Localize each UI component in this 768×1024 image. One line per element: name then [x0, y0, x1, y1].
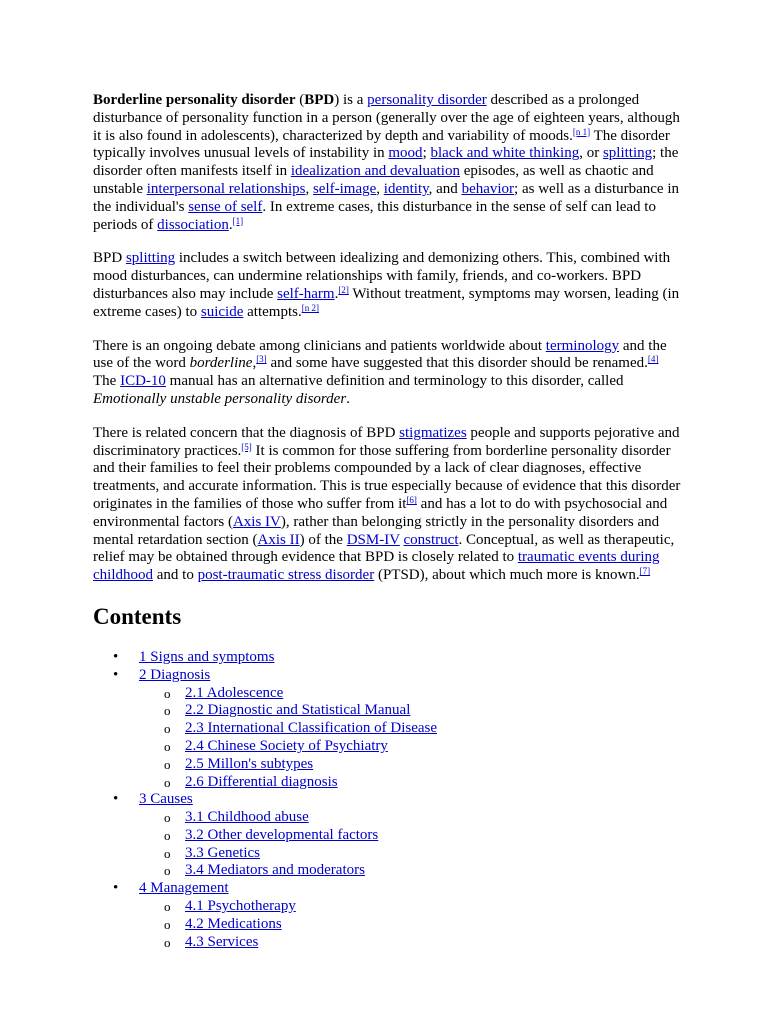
toc-link-services[interactable]: 4.3 Services	[185, 933, 259, 950]
terminology-paragraph: There is an ongoing debate among clinicians and patients worldwide about terminology and the use of the word borderline,[3] and some have suggested that this disorder should be renamed.[4] The ICD-10 manual has an alternative definition and terminology to this disorder, called Emotionally unstable personality disorder.	[93, 337, 667, 407]
toc-subitem	[139, 702, 681, 720]
link-construct[interactable]: construct	[403, 531, 459, 548]
toc-link-millon[interactable]: 2.5 Millon's subtypes	[185, 755, 314, 772]
term-bold: Borderline personality disorder	[93, 92, 296, 108]
ref-7[interactable]: [7]	[639, 566, 651, 577]
ref-6[interactable]: [6]	[406, 494, 417, 505]
toc-link-childhood-abuse[interactable]: 3.1 Childhood abuse	[185, 809, 309, 826]
link-personality-disorder[interactable]: personality disorder	[367, 92, 487, 108]
ref-4[interactable]: [4]	[647, 354, 659, 365]
link-icd-10[interactable]: ICD-10	[120, 373, 166, 390]
toc-subitem	[139, 720, 681, 738]
toc-link-management[interactable]: 4 Management	[139, 880, 229, 897]
toc-link-psychotherapy[interactable]: 4.1 Psychotherapy	[185, 898, 296, 915]
toc-link-medications[interactable]: 4.2 Medications	[185, 915, 282, 932]
toc-subitem	[139, 845, 681, 863]
borderline-italic: borderline	[189, 355, 253, 372]
toc-link-causes[interactable]: 3 Causes	[139, 791, 193, 808]
toc-sublist	[139, 898, 681, 951]
toc-item	[93, 649, 681, 667]
ref-3[interactable]: [3]	[256, 354, 267, 365]
contents-heading: Contents	[93, 603, 182, 629]
link-idealization-devaluation[interactable]: idealization and devaluation	[290, 163, 460, 180]
link-splitting-2[interactable]: splitting	[125, 250, 176, 267]
toc-sublist	[139, 685, 681, 792]
toc-subitem	[139, 827, 681, 845]
intro-paragraph: Borderline personality disorder (BPD) is a personality disorder described as a prolonged disturbance of personality function in a person (generally over the age of eighteen years, although it is also found in adolescents), characterized by depth and variability of moods.[n 1] The disorder typically involves unusual levels of instability in mood; black and white thinking, or splitting; the disorder often manifests itself in idealization and devaluation episodes, as well as chaotic and unstable interpersonal relationships, self-image, identity, and behavior; as well as a disturbance in the individual's sense of self. In extreme cases, this disturbance in the sense of self can lead to periods of dissociation.[1]	[93, 92, 680, 233]
article-body	[93, 92, 681, 951]
ref-n2[interactable]: [n 2]	[301, 302, 319, 313]
toc-link-genetics[interactable]: 3.3 Genetics	[185, 844, 260, 861]
toc-subitem	[139, 898, 681, 916]
link-traumatic-events[interactable]: traumatic events during childhood	[93, 549, 660, 584]
link-sense-of-self[interactable]: sense of self	[188, 198, 263, 215]
link-behavior[interactable]: behavior	[461, 180, 515, 197]
splitting-paragraph: BPD splitting includes a switch between idealizing and demonizing others. This, combined with mood disturbances, can undermine relationships with family, friends, and co-workers. BPD disturbances also may include self-harm.[2] Without treatment, symptoms may worsen, leading (in extreme cases) to suicide attempts.[n 2]	[93, 250, 680, 320]
link-axis-iv[interactable]: Axis IV	[232, 513, 281, 530]
toc-sublist	[139, 809, 681, 880]
toc-link-differential[interactable]: 2.6 Differential diagnosis	[185, 773, 338, 790]
toc-subitem	[139, 862, 681, 880]
link-mood[interactable]: mood	[388, 145, 423, 162]
link-dsm-iv[interactable]: DSM-IV	[346, 531, 400, 548]
ref-1[interactable]: [1]	[232, 215, 244, 226]
link-self-image[interactable]: self-image	[312, 180, 377, 197]
ref-n1[interactable]: [n 1]	[572, 126, 591, 137]
link-dissociation[interactable]: dissociation	[157, 216, 229, 233]
link-self-harm[interactable]: self-harm	[277, 285, 335, 302]
link-axis-ii[interactable]: Axis II	[257, 531, 300, 548]
abbr-bold: BPD	[304, 92, 335, 108]
toc-link-csp[interactable]: 2.4 Chinese Society of Psychiatry	[185, 737, 388, 754]
toc-subitem	[139, 738, 681, 756]
toc-link-icd[interactable]: 2.3 International Classification of Disease	[185, 720, 438, 737]
link-ptsd[interactable]: post-traumatic stress disorder	[197, 567, 375, 584]
stigma-paragraph: There is related concern that the diagnosis of BPD stigmatizes people and supports pejorative and discriminatory practices.[5] It is common for those suffering from borderline personality disorder and their families to feel their problems compounded by a lack of clear diagnoses, effective treatments, and accurate information. This is true especially because of evidence that this disorder originates in the families of those who suffer from it[6] and has a lot to do with psychosocial and environmental factors (Axis IV), rather than belonging strictly in the personality disorders and mental retardation section (Axis II) of the DSM-IV construct. Conceptual, as well as therapeutic, relief may be obtained through evidence that BPD is closely related to traumatic events during childhood and to post-traumatic stress disorder (PTSD), about which much more is known.[7]	[93, 424, 681, 584]
link-stigmatizes[interactable]: stigmatizes	[399, 424, 467, 441]
ref-5[interactable]: [5]	[241, 441, 252, 452]
toc-item	[93, 880, 681, 951]
link-identity[interactable]: identity	[383, 180, 429, 197]
toc-subitem	[139, 774, 681, 792]
link-suicide[interactable]: suicide	[200, 303, 244, 320]
ref-2[interactable]: [2]	[338, 284, 349, 295]
toc-link-diagnosis[interactable]: 2 Diagnosis	[139, 666, 211, 683]
toc-link-signs-symptoms[interactable]: 1 Signs and symptoms	[139, 648, 275, 665]
link-interpersonal-relationships[interactable]: interpersonal relationships	[146, 180, 306, 197]
link-splitting[interactable]: splitting	[602, 145, 653, 162]
toc-link-dsm[interactable]: 2.2 Diagnostic and Statistical Manual	[185, 702, 411, 719]
eupd-italic: Emotionally unstable personality disorder	[93, 390, 347, 407]
toc-subitem	[139, 809, 681, 827]
toc-item	[93, 667, 681, 792]
link-terminology[interactable]: terminology	[545, 337, 620, 354]
toc-item	[93, 791, 681, 880]
table-of-contents	[93, 649, 681, 952]
toc-link-developmental[interactable]: 3.2 Other developmental factors	[185, 826, 379, 843]
toc-subitem	[139, 756, 681, 774]
link-black-and-white-thinking[interactable]: black and white thinking	[430, 145, 580, 162]
toc-subitem	[139, 934, 681, 952]
toc-link-adolescence[interactable]: 2.1 Adolescence	[185, 684, 284, 701]
toc-subitem	[139, 685, 681, 703]
toc-link-mediators[interactable]: 3.4 Mediators and moderators	[185, 862, 365, 879]
toc-subitem	[139, 916, 681, 934]
